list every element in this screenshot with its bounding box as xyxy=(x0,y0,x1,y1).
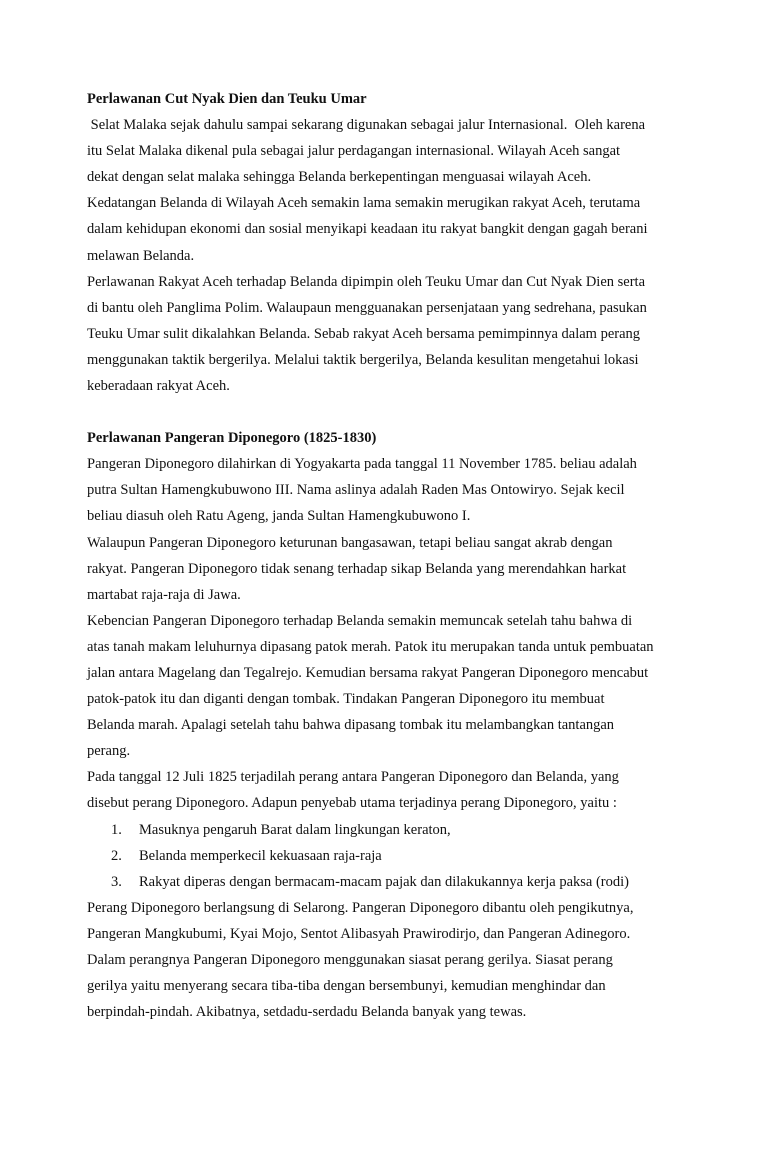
paragraph-line: dekat dengan selat malaka sehingga Belanda berkepentingan menguasai wilayah Aceh. xyxy=(87,169,592,186)
paragraph-line: Belanda marah. Apalagi setelah tahu bahwa dipasang tombak itu melambangkan tantangan xyxy=(87,717,615,734)
list-item xyxy=(87,817,687,843)
paragraph-line: jalan antara Magelang dan Tegalrejo. Kemudian bersama rakyat Pangeran Diponegoro mencabut xyxy=(87,664,649,681)
list-number: 3. xyxy=(111,873,122,890)
paragraph-line: Walaupun Pangeran Diponegoro keturunan bangasawan, tetapi beliau sangat akrab dengan xyxy=(87,534,613,551)
paragraph-line: Selat Malaka sejak dahulu sampai sekarang digunakan sebagai jalur Internasional. Oleh karena xyxy=(87,117,646,134)
paragraph-line: Pangeran Diponegoro dilahirkan di Yogyakarta pada tanggal 11 November 1785. beliau adalah xyxy=(87,456,637,473)
list-number: 2. xyxy=(111,847,122,864)
paragraph-line: Pangeran Mangkubumi, Kyai Mojo, Sentot Alibasyah Prawirodirjo, dan Pangeran Adinegoro. xyxy=(87,925,631,942)
paragraph-line: disebut perang Diponegoro. Adapun penyebab utama terjadinya perang Diponegoro, yaitu : xyxy=(87,795,617,812)
list-number: 1. xyxy=(111,821,122,838)
paragraph-line: Teuku Umar sulit dikalahkan Belanda. Sebab rakyat Aceh bersama pemimpinnya dalam perang xyxy=(87,325,641,342)
paragraph-line: Kebencian Pangeran Diponegoro terhadap Belanda semakin memuncak setelah tahu bahwa di xyxy=(87,612,633,629)
paragraph-line: dalam kehidupan ekonomi dan sosial menyikapi keadaan itu rakyat bangkit dengan gagah berani xyxy=(87,221,648,238)
list-text: Belanda memperkecil kekuasaan raja-raja xyxy=(139,847,382,864)
paragraph-line: rakyat. Pangeran Diponegoro tidak senang terhadap sikap Belanda yang merendahkan harkat xyxy=(87,560,627,577)
section-title-cut-nyak-dien: Perlawanan Cut Nyak Dien dan Teuku Umar xyxy=(87,91,367,107)
paragraph-line: Perlawanan Rakyat Aceh terhadap Belanda dipimpin oleh Teuku Umar dan Cut Nyak Dien serta xyxy=(87,273,646,290)
paragraph-line: patok-patok itu dan diganti dengan tombak. Tindakan Pangeran Diponegoro itu membuat xyxy=(87,691,605,708)
list-text: Masuknya pengaruh Barat dalam lingkungan keraton, xyxy=(139,821,451,838)
paragraph-line: keberadaan rakyat Aceh. xyxy=(87,378,230,395)
document-page xyxy=(87,86,687,1025)
list-text: Rakyat diperas dengan bermacam-macam pajak dan dilakukannya kerja paksa (rodi) xyxy=(139,873,629,890)
paragraph-line: perang. xyxy=(87,743,131,760)
paragraph-line: Kedatangan Belanda di Wilayah Aceh semakin lama semakin merugikan rakyat Aceh, terutama xyxy=(87,195,641,212)
paragraph-line: Perang Diponegoro berlangsung di Selarong. Pangeran Diponegoro dibantu oleh pengikutnya, xyxy=(87,899,634,916)
paragraph-line: itu Selat Malaka dikenal pula sebagai jalur perdagangan internasional. Wilayah Aceh sangat xyxy=(87,143,621,160)
paragraph-line: berpindah-pindah. Akibatnya, setdadu-serdadu Belanda banyak yang tewas. xyxy=(87,1004,527,1021)
paragraph-line: melawan Belanda. xyxy=(87,247,195,264)
paragraph-line: beliau diasuh oleh Ratu Ageng, janda Sultan Hamengkubuwono I. xyxy=(87,508,471,525)
paragraph-line: atas tanah makam leluhurnya dipasang patok merah. Patok itu merupakan tanda untuk pembuatan xyxy=(87,638,654,655)
paragraph-line: martabat raja-raja di Jawa. xyxy=(87,586,241,603)
list-item xyxy=(87,843,687,869)
paragraph-line: di bantu oleh Panglima Polim. Walaupaun mengguanakan persenjataan yang sedrehana, pasukan xyxy=(87,299,647,316)
paragraph-line: menggunakan taktik bergerilya. Melalui taktik bergerilya, Belanda kesulitan mengetahui lokasi xyxy=(87,351,639,368)
section-gap xyxy=(87,399,687,425)
paragraph-line: gerilya yaitu menyerang secara tiba-tiba dengan bersembunyi, kemudian menghindar dan xyxy=(87,978,606,995)
list-item xyxy=(87,869,687,895)
paragraph-line: Pada tanggal 12 Juli 1825 terjadilah perang antara Pangeran Diponegoro dan Belanda, yang xyxy=(87,769,619,786)
paragraph-line: Dalam perangnya Pangeran Diponegoro menggunakan siasat perang gerilya. Siasat perang xyxy=(87,952,613,968)
paragraph-line: putra Sultan Hamengkubuwono III. Nama aslinya adalah Raden Mas Ontowiryo. Sejak kecil xyxy=(87,482,625,499)
section-title-diponegoro: Perlawanan Pangeran Diponegoro (1825-1830) xyxy=(87,430,377,447)
